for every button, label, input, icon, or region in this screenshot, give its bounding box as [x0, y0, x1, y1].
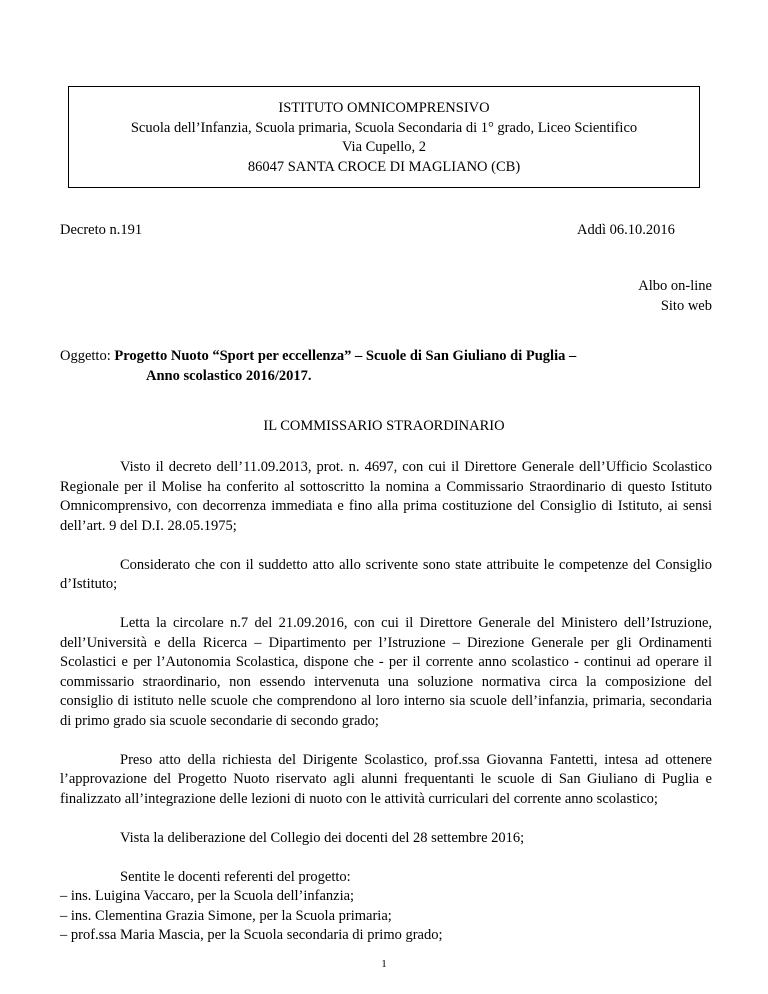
paragraph-visto: Visto il decreto dell’11.09.2013, prot. n. 4697, con cui il Direttore Generale dell’Ufficio Scolastico Regionale per il Molise ha conferito al sottoscritto la nomina a Commissario Straordinario di questo Istituto Omnicomprensivo, con decorrenza immediata e fino alla prima costituzione del Consiglio di Istituto, ai sensi dell’art. 9 del D.I. 28.05.1975;: [60, 459, 712, 534]
decree-number: Decreto n.191: [60, 222, 143, 238]
document-body: [60, 458, 712, 946]
school-levels: Scuola dell’Infanzia, Scuola primaria, Scuola Secondaria di 1° grado, Liceo Scientifico: [130, 119, 638, 136]
recipient-albo: Albo on-line: [638, 278, 712, 294]
recipient-sito: Sito web: [660, 298, 712, 314]
page-number: 1: [381, 958, 387, 970]
school-city: 86047 SANTA CROCE DI MAGLIANO (CB): [247, 158, 521, 175]
list-item: – prof.ssa Maria Mascia, per la Scuola secondaria di primo grado;: [60, 927, 443, 943]
school-street: Via Cupello, 2: [341, 139, 427, 155]
subject-label: Oggetto:: [60, 348, 115, 364]
subject-line-2: Anno scolastico 2016/2017.: [146, 368, 312, 384]
referents-list: [60, 887, 712, 946]
paragraph-letta: Letta la circolare n.7 del 21.09.2016, con cui il Direttore Generale del Ministero dell’Istruzione, dell’Università e della Ricerca – Dipartimento per l’Istruzione – Direzione Generale per gli Ordinamenti Scolastici e per l’Autonomia Scolastica, dispone che - per il corrente anno scolastico - continui ad operare il commissario straordinario, non essendo intervenuta una soluzione normativa circa la composizione del consiglio di istituto nelle scuole che comprendono al loro interno sia scuole dell’infanzia, primaria, secondaria di primo grado sia scuole secondarie di secondo grado;: [60, 615, 712, 729]
list-item: – ins. Clementina Grazia Simone, per la Scuola primaria;: [60, 907, 392, 924]
school-header-box: [68, 86, 700, 188]
paragraph-vista: Vista la deliberazione del Collegio dei docenti del 28 settembre 2016;: [120, 829, 525, 846]
document-heading: IL COMMISSARIO STRAORDINARIO: [263, 418, 505, 434]
decree-date: Addì 06.10.2016: [577, 222, 675, 238]
list-item: – ins. Luigina Vaccaro, per la Scuola dell’infanzia;: [60, 888, 355, 904]
paragraph-preso-atto: Preso atto della richiesta del Dirigente Scolastico, prof.ssa Giovanna Fantetti, intesa ad ottenere l’approvazione del Progetto Nuoto riservato agli alunni frequentanti le scuole di San Giuliano di Puglia e finalizzato all’integrazione delle lezioni di nuoto con le attività curriculari del corrente anno scolastico;: [60, 751, 712, 807]
paragraph-sentite: Sentite le docenti referenti del progetto:: [120, 868, 351, 885]
paragraph-considerato: Considerato che con il suddetto atto allo scrivente sono state attribuite le competenze del Consiglio d’Istituto;: [60, 556, 712, 592]
school-name: ISTITUTO OMNICOMPRENSIVO: [278, 100, 490, 116]
recipients-block: [638, 276, 712, 316]
subject-line-1: Progetto Nuoto “Sport per eccellenza” – Scuole di San Giuliano di Puglia –: [114, 348, 577, 364]
subject-block: [60, 346, 576, 386]
